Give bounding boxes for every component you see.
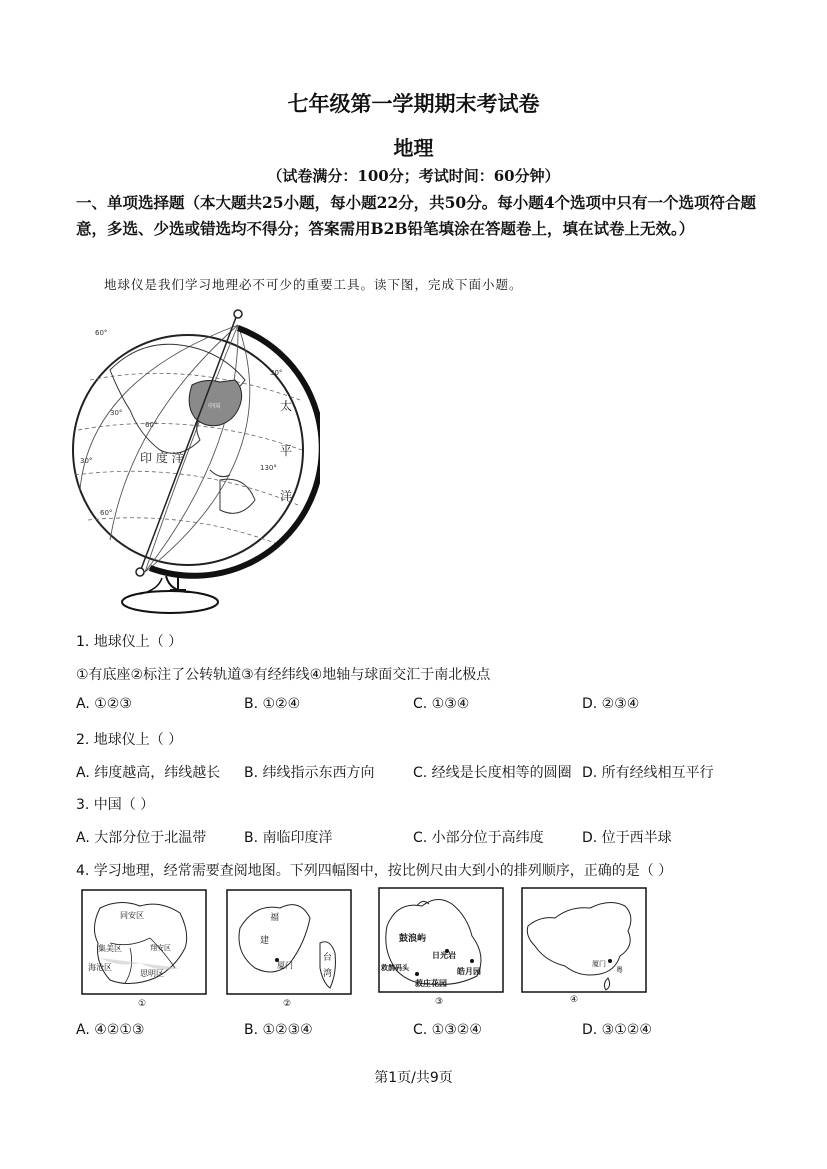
map-4-label: 粤 xyxy=(616,966,623,974)
china-label: 中国 xyxy=(208,403,221,410)
q4-option-b[interactable]: B. ①②③④ xyxy=(244,1022,313,1038)
map-2 xyxy=(225,888,355,1010)
exam-info: （试卷满分：100分；考试时间：60分钟） xyxy=(267,167,560,185)
q4-option-a[interactable]: A. ④②①③ xyxy=(76,1022,145,1038)
page-footer: 第1页/共9页 xyxy=(374,1070,453,1086)
map-1 xyxy=(80,888,210,1010)
degree-mark: 30° xyxy=(270,369,283,377)
degree-mark: 30° xyxy=(80,457,93,465)
q1-option-a[interactable]: A. ①②③ xyxy=(76,696,132,712)
q2-option-b[interactable]: B. 纬线指示东西方向 xyxy=(244,765,375,781)
map-2-label: 湾 xyxy=(323,969,333,979)
globe-base xyxy=(122,591,218,613)
q1-option-d[interactable]: D. ②③④ xyxy=(582,696,640,712)
map-1-label: 同安区 xyxy=(120,911,144,920)
question-3-stem: 3. 中国（ ） xyxy=(76,797,155,813)
map-2-label: 台 xyxy=(323,953,333,963)
map-4 xyxy=(520,886,650,1010)
question-2-stem: 2. 地球仪上（ ） xyxy=(76,732,183,748)
q2-option-c[interactable]: C. 经线是长度相等的圆圈 xyxy=(413,765,572,781)
map-2-label: 厦门 xyxy=(277,961,293,970)
q1-option-b[interactable]: B. ①②④ xyxy=(244,696,301,712)
map-1-id: ① xyxy=(138,999,147,1009)
q3-option-b[interactable]: B. 南临印度洋 xyxy=(244,830,333,846)
q2-option-d[interactable]: D. 所有经线相互平行 xyxy=(582,765,714,781)
degree-mark: 30° xyxy=(110,409,123,417)
map-4-id: ④ xyxy=(570,995,579,1005)
globe-figure xyxy=(70,300,320,620)
section-instructions: 一、单项选择题（本大题共25小题，每小题22分，共50分。每小题4个选项中只有一个选项符合题意，多选、少选或错选均不得分；答案需用B2B铅笔填涂在答题卷上，填在试卷上无效。） xyxy=(76,193,756,238)
q4-option-c[interactable]: C. ①③②④ xyxy=(413,1022,482,1038)
q4-option-d[interactable]: D. ③①②④ xyxy=(582,1022,652,1038)
pacific-label-3: 洋 xyxy=(280,489,293,503)
map-2-label: 建 xyxy=(260,936,270,946)
q3-option-c[interactable]: C. 小部分位于高纬度 xyxy=(413,830,544,846)
q2-option-a[interactable]: A. 纬度越高，纬线越长 xyxy=(76,765,221,781)
pacific-label-2: 平 xyxy=(280,444,293,458)
map-3-label: 菽庄花园 xyxy=(415,979,447,988)
question-1-stem: 1. 地球仪上（ ） xyxy=(76,634,183,650)
degree-mark: 60° xyxy=(100,509,113,517)
map-3-label: 日光岩 xyxy=(432,951,456,960)
degree-mark: 60° xyxy=(145,421,158,429)
q3-option-d[interactable]: D. 位于西半球 xyxy=(582,830,672,846)
map-1-label: 集美区 xyxy=(98,944,122,953)
question-4-stem: 4. 学习地理，经常需要查阅地图。下列四幅图中，按比例尺由大到小的排列顺序，正确的是（ ） xyxy=(76,863,673,879)
q3-option-a[interactable]: A. 大部分位于北温带 xyxy=(76,830,207,846)
degree-mark: 130° xyxy=(260,464,277,472)
map-3 xyxy=(377,886,507,1010)
map-3-label: 皓月园 xyxy=(457,967,481,976)
question-1-statements: ①有底座②标注了公转轨道③有经纬线④地轴与球面交汇于南北极点 xyxy=(76,667,491,683)
pacific-label-1: 太 xyxy=(280,399,293,413)
exam-title: 七年级第一学期期末考试卷 xyxy=(287,91,540,116)
map-4-label: 厦门 xyxy=(592,960,606,968)
map-1-label: 思明区 xyxy=(140,969,164,978)
map-3-label: 救鹊码头 xyxy=(381,964,409,972)
subject-title: 地理 xyxy=(393,136,434,160)
map-2-id: ② xyxy=(283,999,292,1009)
map-3-id: ③ xyxy=(435,997,444,1007)
map-1-label: 海沧区 xyxy=(88,963,112,972)
map-2-label: 福 xyxy=(270,913,280,923)
map-3-label: 鼓浪屿 xyxy=(399,934,427,944)
intro-text: 地球仪是我们学习地理必不可少的重要工具。读下图，完成下面小题。 xyxy=(104,277,523,292)
degree-mark: 60° xyxy=(95,329,108,337)
indian-ocean-label: 印 度 洋 xyxy=(140,451,184,465)
map-1-label: 翔安区 xyxy=(150,944,171,952)
q1-option-c[interactable]: C. ①③④ xyxy=(413,696,470,712)
globe-sphere xyxy=(73,335,303,565)
